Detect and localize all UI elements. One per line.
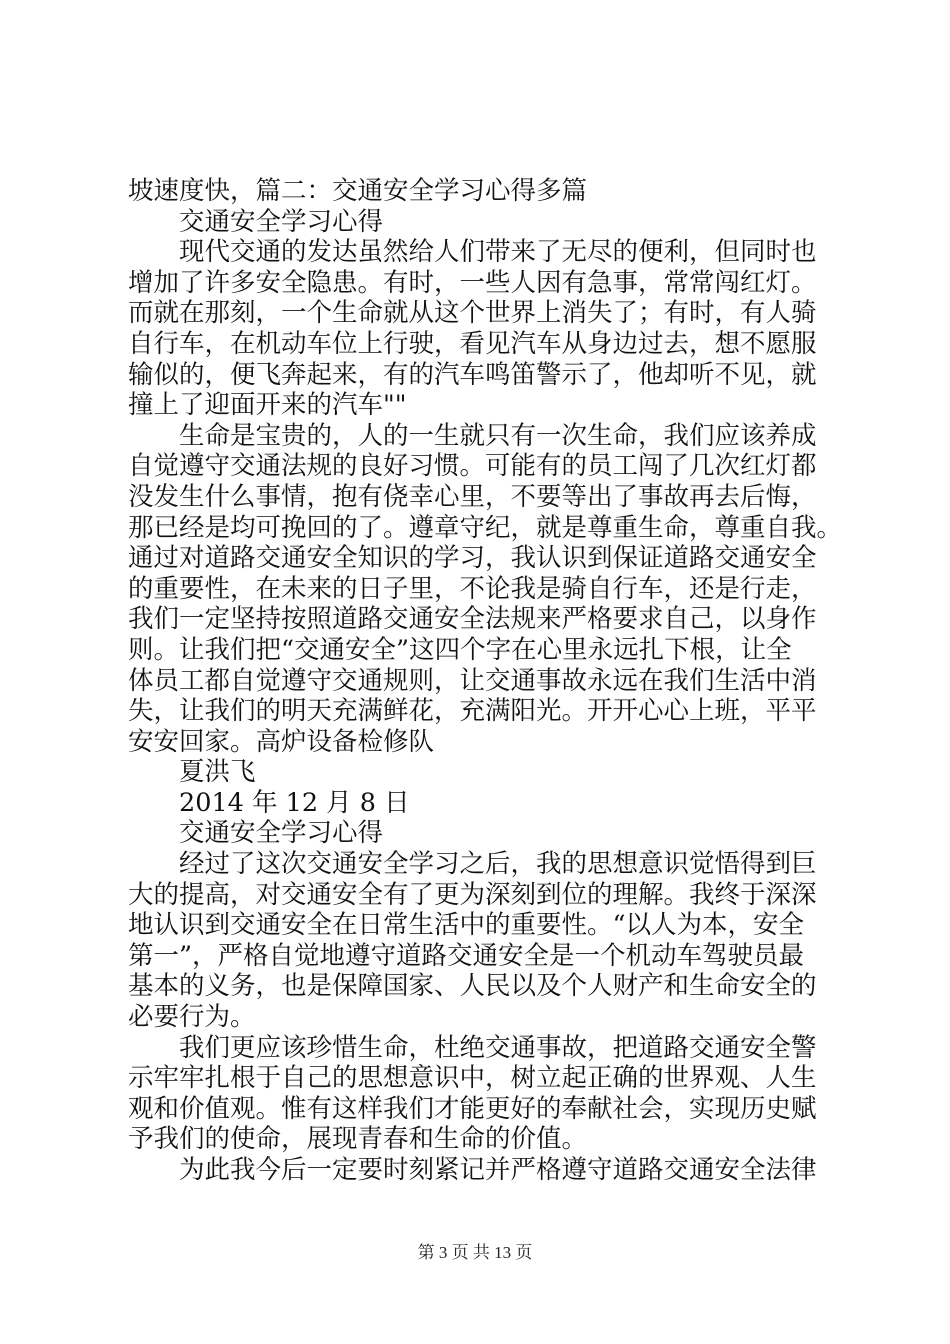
text-line: 而就在那刻，一个生命就从这个世界上消失了；有时，有人骑 xyxy=(128,298,817,329)
text-line: 经过了这次交通安全学习之后，我的思想意识觉悟得到巨 xyxy=(179,849,817,880)
text-line: 坡速度快，篇二：交通安全学习心得多篇 xyxy=(128,176,588,206)
text-line: 为此我今后一定要时刻紧记并严格遵守道路交通安全法律 xyxy=(179,1155,817,1185)
text-line: 通过对道路交通安全知识的学习，我认识到保证道路交通安全 xyxy=(128,543,817,574)
text-line: 我们一定坚持按照道路交通安全法规来严格要求自己，以身作 xyxy=(128,604,817,635)
text-line: 的重要性，在未来的日子里，不论我是骑自行车，还是行走， xyxy=(128,573,817,604)
text-line: 基本的义务，也是保障国家、人民以及个人财产和生命安全的 xyxy=(128,971,817,1002)
text-line: 观和价值观。惟有这样我们才能更好的奉献社会，实现历史赋 xyxy=(128,1093,817,1124)
page-footer: 第 3 页 共 13 页 xyxy=(417,1243,533,1262)
text-line: 失，让我们的明天充满鲜花，充满阳光。开开心心上班，平平 xyxy=(128,696,817,727)
text-line: 那已经是均可挽回的了。遵章守纪，就是尊重生命，尊重自我。 xyxy=(128,512,843,543)
text-line: 没发生什么事情，抱有侥幸心里，不要等出了事故再去后悔， xyxy=(128,481,817,512)
text-line: 交通安全学习心得 xyxy=(179,818,384,849)
text-line: 大的提高，对交通安全有了更为深刻到位的理解。我终于深深 xyxy=(128,879,817,910)
text-line: 增加了许多安全隐患。有时，一些人因有急事，常常闯红灯。 xyxy=(128,267,817,298)
text-line: 第一”，严格自觉地遵守道路交通安全是一个机动车驾驶员最 xyxy=(128,940,805,971)
text-line: 现代交通的发达虽然给人们带来了无尽的便利，但同时也 xyxy=(179,237,817,268)
text-line: 自觉遵守交通法规的良好习惯。可能有的员工闯了几次红灯都 xyxy=(128,451,817,482)
text-line: 夏洪飞 xyxy=(179,757,256,788)
document-body xyxy=(128,176,843,1186)
text-line: 交通安全学习心得 xyxy=(179,206,384,237)
text-line: 生命是宝贵的，人的一生就只有一次生命，我们应该养成 xyxy=(179,420,817,451)
text-line: 安安回家。高炉设备检修队 xyxy=(128,726,435,757)
text-line: 撞上了迎面开来的汽车"" xyxy=(128,390,407,421)
text-line: 予我们的使命，展现青春和生命的价值。 xyxy=(128,1124,588,1155)
text-line: 自行车，在机动车位上行驶，看见汽车从身边过去，想不愿服 xyxy=(128,328,817,359)
text-line: 我们更应该珍惜生命，杜绝交通事故，把道路交通安全警 xyxy=(179,1032,817,1063)
text-line: 必要行为。 xyxy=(128,1002,256,1033)
text-line: 示牢牢扎根于自己的思想意识中，树立起正确的世界观、人生 xyxy=(128,1063,817,1094)
text-line: 体员工都自觉遵守交通规则，让交通事故永远在我们生活中消 xyxy=(128,665,817,696)
text-line: 则。让我们把“交通安全”这四个字在心里永远扎下根，让全 xyxy=(128,634,792,665)
text-line: 输似的，便飞奔起来，有的汽车鸣笛警示了，他却听不见，就 xyxy=(128,359,817,390)
text-line: 2014 年 12 月 8 日 xyxy=(179,787,410,818)
text-line: 地认识到交通安全在日常生活中的重要性。“以人为本，安全 xyxy=(128,910,805,941)
